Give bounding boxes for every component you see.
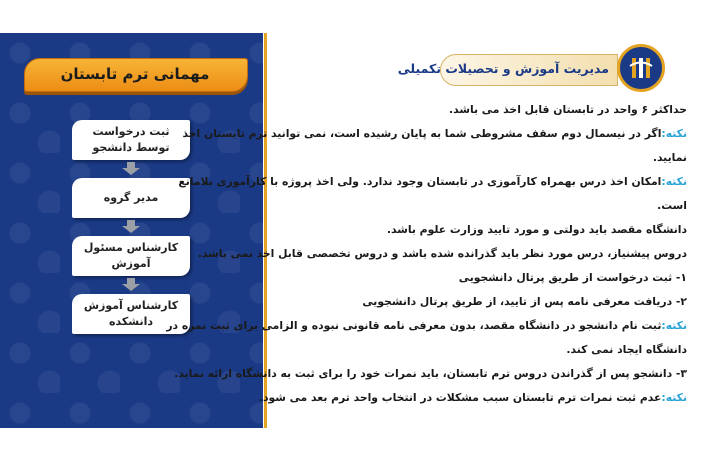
step-label: کارشناس آموزش دانشکده <box>83 299 179 328</box>
step-student-request <box>72 120 190 160</box>
arrow-down-icon <box>122 220 140 232</box>
text-line <box>267 194 687 218</box>
line-text: حداکثر ۶ واحد در تابستان قابل اخذ می باشد. <box>448 103 687 116</box>
line-text: است. <box>657 199 687 212</box>
step-education-officer <box>72 236 190 276</box>
header-bar <box>397 54 618 86</box>
title-banner <box>24 58 246 94</box>
text-line <box>197 242 687 266</box>
text-line <box>166 314 687 338</box>
line-text: عدم ثبت نمرات ترم تابستان سبب مشکلات در انتخاب واحد ترم بعد می شود. <box>258 391 662 404</box>
note-label: نکته: <box>661 391 687 404</box>
text-line <box>267 146 687 170</box>
line-text: نمایید. <box>652 151 687 164</box>
line-text: ثبت نام دانشجو در دانشگاه مقصد، بدون معرفی نامه قانونی نبوده و الزامی برای ثبت نمره در <box>166 319 662 332</box>
text-line <box>267 266 687 290</box>
line-text: دانشگاه ایجاد نمی کند. <box>566 343 687 356</box>
line-text: دروس پیشنیاز، درس مورد نظر باید گذرانده شده باشد و دروس تخصصی قابل اخذ نمی باشد. <box>197 247 687 260</box>
line-text: اگر در نیسمال دوم سقف مشروطی شما به پایان رشیده است، نمی توانید ترم تابستان اخذ <box>182 127 662 140</box>
step-label: کارشناس مسئول آموزش <box>83 241 179 270</box>
text-line <box>182 122 687 146</box>
text-line <box>258 386 687 410</box>
university-logo-icon <box>617 44 665 92</box>
arrow-down-icon <box>122 162 140 174</box>
note-label: نکته: <box>661 127 687 140</box>
step-label: توسط دانشجو <box>92 141 170 154</box>
step-group-manager <box>72 178 190 218</box>
rules-text <box>166 98 687 410</box>
line-text: امکان اخذ درس بهمراه کارآموزی در تابستان وجود ندارد. ولی اخذ پروژه با کارآموزی بلامانع <box>178 175 662 188</box>
text-line <box>178 170 687 194</box>
arrow-down-icon <box>122 278 140 290</box>
text-line <box>267 338 687 362</box>
line-text: ۱- ثبت درخواست از طریق پرتال دانشجویی <box>458 271 687 284</box>
line-text: ۲- دریافت معرفی نامه پس از تایید، از طریق پرتال دانشجویی <box>362 295 687 308</box>
step-label: مدیر گروه <box>103 191 159 204</box>
note-label: نکته: <box>661 175 687 188</box>
text-line <box>267 218 687 242</box>
line-text: ۳- دانشجو پس از گذراندن دروس ترم تابستان، باید نمرات خود را برای ثبت به دانشگاه ارائه نماید. <box>174 367 687 380</box>
banner-title: مهمانی ترم تابستان <box>60 65 210 83</box>
step-label: ثبت درخواست <box>92 125 170 138</box>
text-line <box>174 362 687 386</box>
note-label: نکته: <box>661 319 687 332</box>
text-line <box>267 98 687 122</box>
header-title: مدیریت آموزش و تحصیلات تکمیلی <box>397 61 609 76</box>
text-line <box>267 290 687 314</box>
line-text: دانشگاه مقصد باید دولتی و مورد تایید وزارت علوم باشد. <box>386 223 687 236</box>
